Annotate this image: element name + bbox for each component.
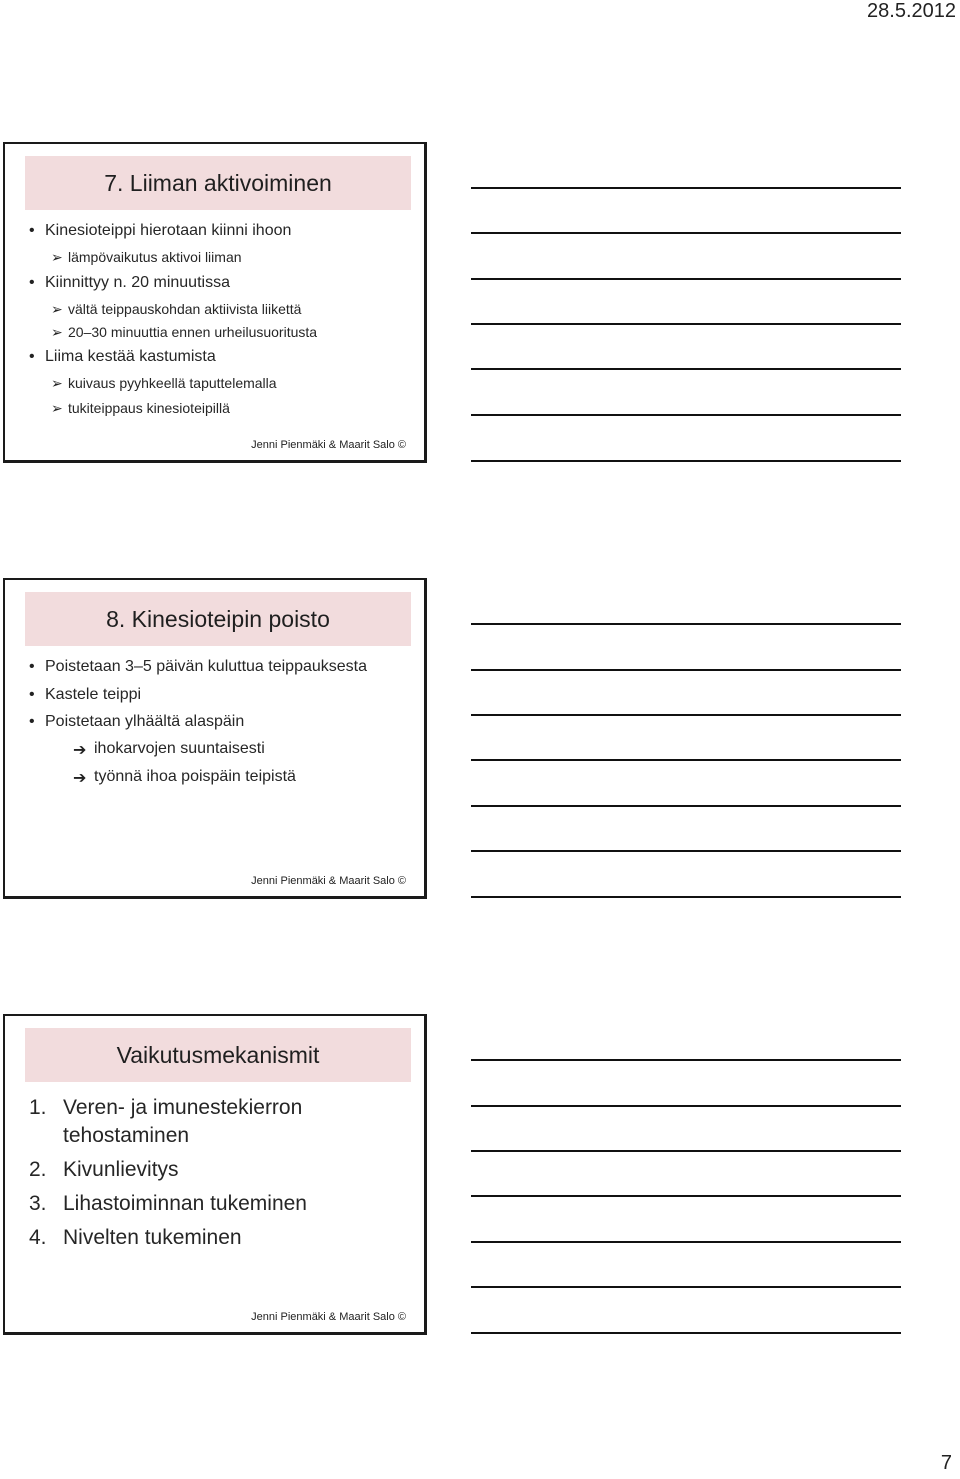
arrowhead-bullet-icon: ➢ — [51, 324, 63, 340]
sub-bullet-item: lämpövaikutus aktivoi liiman — [68, 249, 242, 265]
note-line — [471, 232, 901, 234]
sub-bullet-item: kuivaus pyyhkeellä taputtelemalla — [68, 375, 277, 391]
slide-footer: Jenni Pienmäki & Maarit Salo © — [251, 439, 406, 451]
sub-bullet-item: vältä teippauskohdan aktiivista liikettä — [68, 301, 302, 317]
bullet-icon: • — [29, 348, 35, 365]
note-line — [471, 460, 901, 462]
list-item: Kivunlievitys — [63, 1158, 179, 1181]
bullet-item: Liima kestää kastumista — [45, 348, 216, 365]
slide-kinesioteipin-poisto — [3, 578, 427, 899]
note-line — [471, 1286, 901, 1288]
sub-bullet-item: 20–30 minuuttia ennen urheilusuoritusta — [68, 324, 318, 340]
list-number: 4. — [29, 1226, 47, 1249]
list-item: Nivelten tukeminen — [63, 1226, 242, 1249]
slide-footer: Jenni Pienmäki & Maarit Salo © — [251, 1311, 406, 1323]
note-line — [471, 1241, 901, 1243]
note-line — [471, 1150, 901, 1152]
arrow-item: työnnä ihoa poispäin teipistä — [94, 768, 296, 785]
arrowhead-bullet-icon: ➢ — [51, 301, 63, 317]
list-number: 3. — [29, 1192, 47, 1215]
slide-title: 7. Liiman aktivoiminen — [25, 156, 411, 210]
bullet-icon: • — [29, 686, 35, 703]
note-line — [471, 1105, 901, 1107]
note-line — [471, 623, 901, 625]
bullet-icon: • — [29, 713, 35, 730]
list-item: Veren- ja imunestekierron — [63, 1096, 303, 1119]
note-line — [471, 759, 901, 761]
slide-vaikutusmekanismit — [3, 1014, 427, 1335]
slide-liiman-aktivoiminen — [3, 142, 427, 463]
list-item-continuation: tehostaminen — [63, 1124, 190, 1147]
list-number: 2. — [29, 1158, 47, 1181]
bullet-item: Poistetaan ylhäältä alaspäin — [45, 713, 245, 730]
page-number: 7 — [940, 1452, 952, 1474]
bullet-item: Kiinnittyy n. 20 minuutissa — [45, 274, 230, 291]
bullet-icon: • — [29, 274, 35, 291]
note-line — [471, 1195, 901, 1197]
bullet-item: Poistetaan 3–5 päivän kuluttua teippauksesta — [45, 658, 368, 675]
bullet-icon: • — [29, 222, 35, 239]
right-arrow-icon: ➔ — [73, 770, 87, 787]
note-line — [471, 187, 901, 189]
note-line — [471, 805, 901, 807]
note-line — [471, 1059, 901, 1061]
note-line — [471, 896, 901, 898]
header-date: 28.5.2012 — [867, 0, 956, 22]
note-line — [471, 368, 901, 370]
bullet-item: Kastele teippi — [45, 686, 142, 703]
list-number: 1. — [29, 1096, 47, 1119]
bullet-item: Kinesioteippi hierotaan kiinni ihoon — [45, 222, 292, 239]
note-line — [471, 278, 901, 280]
note-line — [471, 414, 901, 416]
note-line — [471, 323, 901, 325]
note-line — [471, 669, 901, 671]
arrowhead-bullet-icon: ➢ — [51, 400, 63, 416]
right-arrow-icon: ➔ — [73, 742, 87, 759]
arrowhead-bullet-icon: ➢ — [51, 375, 63, 391]
slide-footer: Jenni Pienmäki & Maarit Salo © — [251, 875, 406, 887]
list-item: Lihastoiminnan tukeminen — [63, 1192, 307, 1215]
arrow-item: ihokarvojen suuntaisesti — [94, 740, 265, 757]
note-line — [471, 850, 901, 852]
note-line — [471, 714, 901, 716]
bullet-icon: • — [29, 658, 35, 675]
sub-bullet-item: tukiteippaus kinesioteipillä — [68, 400, 230, 416]
slide-title: 8. Kinesioteipin poisto — [25, 592, 411, 646]
arrowhead-bullet-icon: ➢ — [51, 249, 63, 265]
note-line — [471, 1332, 901, 1334]
slide-title: Vaikutusmekanismit — [25, 1028, 411, 1082]
